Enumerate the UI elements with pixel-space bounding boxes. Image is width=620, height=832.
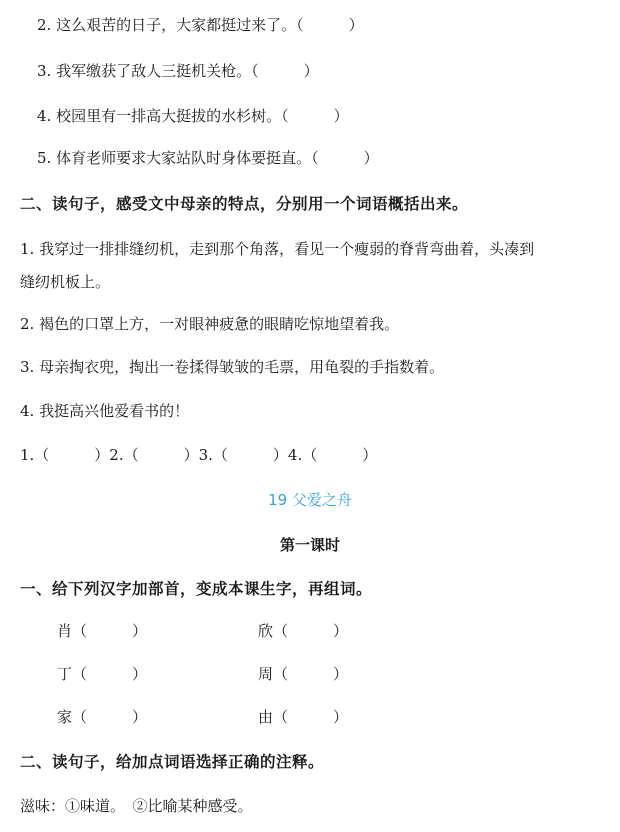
exercise-2-heading: 二、读句子，给加点词语选择正确的注释。 — [20, 753, 325, 771]
answer-blanks: 1.（ ）2.（ ）3.（ ）4.（ ） — [20, 446, 378, 464]
char-item: 由（ ） — [258, 708, 349, 726]
item-5: 5. 体育老师要求大家站队时身体要挺直。（ ） — [37, 149, 379, 167]
sentence-1-line-2: 缝纫机板上。 — [20, 273, 111, 291]
sentence-3: 3. 母亲掏衣兜，掏出一卷揉得皱皱的毛票，用龟裂的手指数着。 — [20, 358, 445, 376]
item-3: 3. 我军缴获了敌人三挺机关枪。（ ） — [37, 62, 319, 80]
item-2: 2. 这么艰苦的日子，大家都挺过来了。（ ） — [37, 16, 364, 34]
lesson-title: 19 父爱之舟 — [268, 491, 352, 509]
char-item: 欣（ ） — [258, 622, 349, 640]
sentence-2: 2. 褐色的口罩上方，一对眼神疲惫的眼睛吃惊地望着我。 — [20, 315, 400, 333]
sentence-4: 4. 我挺高兴他爱看书的！ — [20, 402, 190, 420]
definition-line: 滋味：①味道。 ②比喻某种感受。 — [20, 797, 253, 815]
char-item: 肖（ ） — [57, 622, 148, 640]
item-4: 4. 校园里有一排高大挺拔的水杉树。（ ） — [37, 107, 349, 125]
char-item: 周（ ） — [258, 665, 349, 683]
sentence-1-line-1: 1. 我穿过一排排缝纫机，走到那个角落，看见一个瘦弱的脊背弯曲着，头凑到 — [20, 240, 535, 258]
section-2-heading: 二、读句子，感受文中母亲的特点，分别用一个词语概括出来。 — [20, 195, 469, 213]
lesson-subtitle: 第一课时 — [279, 536, 340, 554]
exercise-1-heading: 一、给下列汉字加部首，变成本课生字，再组词。 — [20, 580, 373, 598]
char-item: 丁（ ） — [57, 665, 148, 683]
char-item: 家（ ） — [57, 708, 148, 726]
